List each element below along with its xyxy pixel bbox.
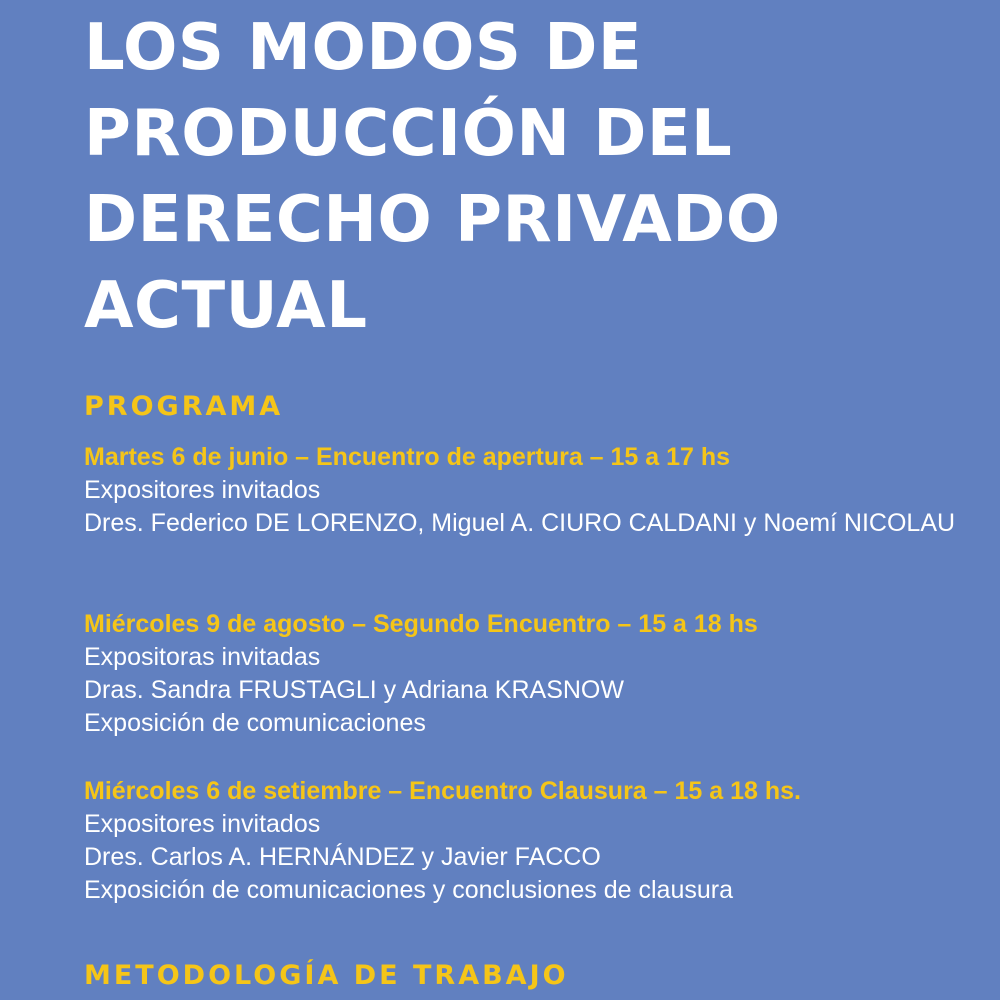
event-header: Miércoles 6 de setiembre – Encuentro Clausura – 15 a 18 hs. xyxy=(84,777,801,805)
title-line: ACTUAL xyxy=(84,269,368,343)
event-item xyxy=(84,775,964,907)
event-line: Expositores invitados xyxy=(84,476,321,504)
event-speakers: Dras. Sandra FRUSTAGLI y Adriana KRASNOW xyxy=(84,676,624,704)
event-line: Expositores invitados xyxy=(84,810,321,838)
event-item xyxy=(84,441,964,540)
title-line: PRODUCCIÓN DEL xyxy=(84,97,733,171)
metodologia-heading: METODOLOGÍA DE TRABAJO xyxy=(84,960,569,991)
event-item xyxy=(84,608,964,740)
event-speakers: Dres. Federico DE LORENZO, Miguel A. CIURO CALDANI y Noemí NICOLAU xyxy=(84,509,956,537)
event-line: Exposición de comunicaciones xyxy=(84,709,426,737)
title-line: DERECHO PRIVADO xyxy=(84,183,781,257)
event-speakers: Dres. Carlos A. HERNÁNDEZ y Javier FACCO xyxy=(84,843,601,871)
event-header: Martes 6 de junio – Encuentro de apertura – 15 a 17 hs xyxy=(84,443,731,471)
event-line: Exposición de comunicaciones y conclusiones de clausura xyxy=(84,876,733,904)
event-line: Expositoras invitadas xyxy=(84,643,321,671)
title-line: LOS MODOS DE xyxy=(84,11,643,85)
event-header: Miércoles 9 de agosto – Segundo Encuentro – 15 a 18 hs xyxy=(84,610,758,638)
programa-heading: PROGRAMA xyxy=(84,391,284,422)
